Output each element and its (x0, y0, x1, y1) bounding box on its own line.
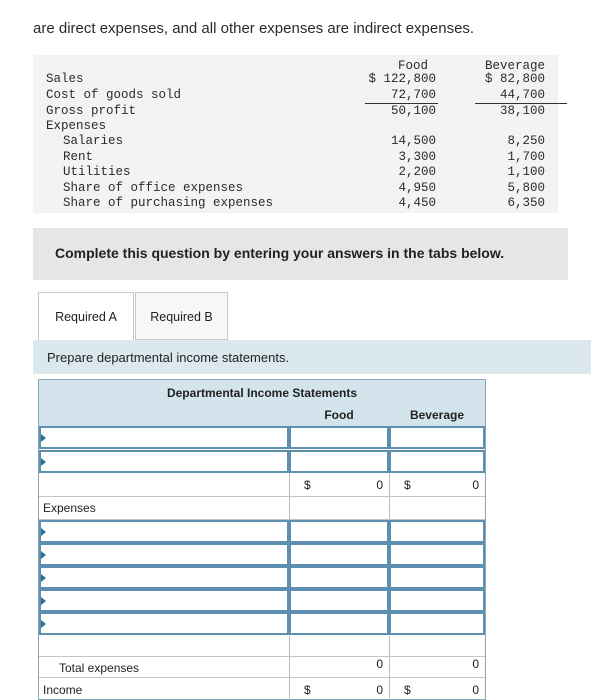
dropdown-marker-icon (41, 620, 46, 628)
dropdown-marker-icon (41, 597, 46, 605)
row-label-input[interactable] (39, 426, 289, 449)
table-title: Departmental Income Statements (166, 386, 358, 400)
beverage-sales: $ 82,800 (484, 72, 545, 86)
beverage-column-header: Beverage (484, 59, 545, 73)
beverage-purchasing-expenses: 6,350 (507, 196, 545, 210)
table-row (39, 497, 485, 520)
row-label-input[interactable] (39, 450, 289, 473)
table-row (39, 566, 485, 589)
beverage-expense-input[interactable] (389, 543, 485, 566)
currency-symbol: $ (404, 683, 411, 697)
beverage-utilities: 1,100 (507, 165, 545, 179)
food-expense-input[interactable] (289, 520, 389, 543)
row-label-cogs: Cost of goods sold (46, 88, 182, 102)
row-label-sales: Sales (46, 72, 84, 86)
total-expenses-label: Total expenses (59, 661, 140, 675)
tab-required-a[interactable] (38, 292, 134, 340)
beverage-gross-profit: 38,100 (499, 104, 545, 118)
table-row (39, 473, 485, 497)
currency-symbol: $ (404, 478, 411, 492)
expense-label-input[interactable] (39, 589, 289, 612)
beverage-expense-input[interactable] (389, 612, 485, 635)
table-col-food: Food (324, 408, 354, 422)
food-utilities: 2,200 (398, 165, 436, 179)
question-intro-text: are direct expenses, and all other expenses are indirect expenses. (33, 20, 475, 37)
food-expense-input[interactable] (289, 543, 389, 566)
table-row (39, 612, 485, 635)
tab-required-a-label: Required A (55, 310, 117, 324)
table-row (39, 426, 485, 449)
table-header (39, 380, 485, 426)
table-row (39, 657, 485, 678)
currency-symbol: $ (304, 478, 311, 492)
expense-data-block (33, 55, 558, 213)
tab-required-b-label: Required B (150, 310, 213, 324)
food-amount-input[interactable] (289, 426, 389, 449)
food-expense-input[interactable] (289, 566, 389, 589)
beverage-salaries: 8,250 (507, 134, 545, 148)
dropdown-marker-icon (41, 458, 46, 466)
food-total-expenses-value: 0 (376, 657, 383, 671)
tab-required-b[interactable] (135, 292, 228, 340)
beverage-total-expenses-value: 0 (472, 657, 479, 671)
table-row (39, 450, 485, 473)
food-gross-profit: 50,100 (390, 104, 436, 118)
beverage-rent: 1,700 (507, 150, 545, 164)
dropdown-marker-icon (41, 528, 46, 536)
food-column-header: Food (397, 59, 428, 73)
row-label-rent: Rent (63, 150, 94, 164)
food-amount-input[interactable] (289, 450, 389, 473)
table-row (39, 636, 485, 657)
beverage-expense-input[interactable] (389, 520, 485, 543)
food-rent: 3,300 (398, 150, 436, 164)
table-row (39, 520, 485, 543)
dropdown-marker-icon (41, 434, 46, 442)
beverage-amount-input[interactable] (389, 426, 485, 449)
expense-label-input[interactable] (39, 520, 289, 543)
food-salaries: 14,500 (390, 134, 436, 148)
beverage-cogs: 44,700 (499, 88, 545, 102)
expenses-label: Expenses (43, 501, 96, 515)
row-label-salaries: Salaries (63, 134, 124, 148)
expense-label-input[interactable] (39, 566, 289, 589)
row-label-purchasing-expenses: Share of purchasing expenses (63, 196, 274, 210)
food-cogs: 72,700 (390, 88, 436, 102)
food-expense-input[interactable] (289, 612, 389, 635)
banner-text: Complete this question by entering your answers in the tabs below. (55, 245, 505, 261)
table-col-beverage: Beverage (409, 408, 465, 422)
beverage-income-value: 0 (472, 683, 479, 697)
beverage-expense-input[interactable] (389, 566, 485, 589)
dropdown-marker-icon (41, 574, 46, 582)
expense-label-input[interactable] (39, 543, 289, 566)
task-instruction-bar (33, 340, 591, 374)
food-purchasing-expenses: 4,450 (398, 196, 436, 210)
table-row (39, 543, 485, 566)
beverage-office-expenses: 5,800 (507, 181, 545, 195)
beverage-expense-input[interactable] (389, 589, 485, 612)
beverage-subtotal-value: 0 (472, 478, 479, 492)
row-label-gross-profit: Gross profit (46, 104, 137, 118)
income-label: Income (43, 683, 83, 697)
dropdown-marker-icon (41, 551, 46, 559)
table-row (39, 678, 485, 700)
food-expense-input[interactable] (289, 589, 389, 612)
row-label-utilities: Utilities (63, 165, 131, 179)
currency-symbol: $ (304, 683, 311, 697)
food-sales: $ 122,800 (368, 72, 436, 86)
instructions-banner (33, 228, 568, 280)
task-instruction: Prepare departmental income statements. (47, 350, 290, 365)
beverage-amount-input[interactable] (389, 450, 485, 473)
food-office-expenses: 4,950 (398, 181, 436, 195)
row-label-office-expenses: Share of office expenses (63, 181, 244, 195)
row-label-expenses: Expenses (46, 119, 107, 133)
food-income-value: 0 (376, 683, 383, 697)
expense-label-input[interactable] (39, 612, 289, 635)
food-subtotal-value: 0 (376, 478, 383, 492)
table-row (39, 589, 485, 612)
income-statement-table (38, 379, 486, 700)
